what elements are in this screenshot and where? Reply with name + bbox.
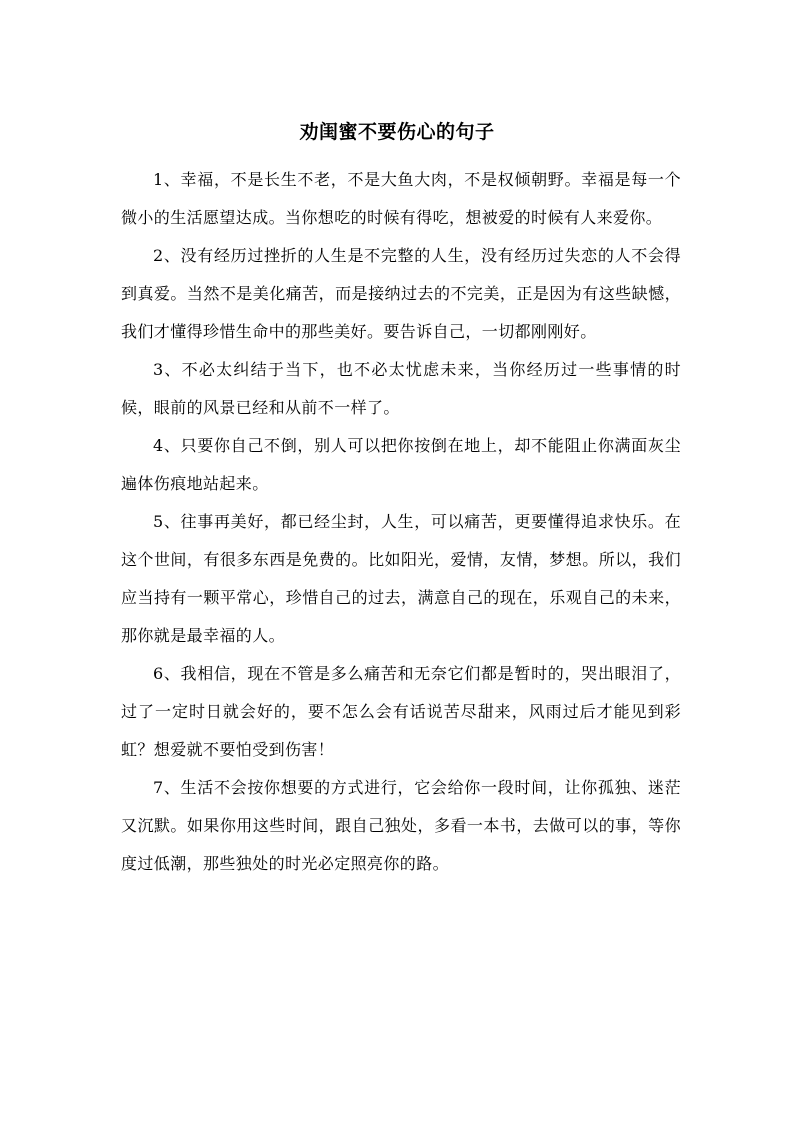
paragraph-5: 5、往事再美好，都已经尘封，人生，可以痛苦，更要懂得追求快乐。在这个世间，有很多东西是免费的。比如阳光，爱情，友情，梦想。所以，我们应当持有一颗平常心，珍惜自己的过去，满意自己的现在，乐观自己的未来，那你就是最幸福的人。	[121, 512, 681, 645]
paragraph-2: 2、没有经历过挫折的人生是不完整的人生，没有经历过失恋的人不会得到真爱。当然不是美化痛苦，而是接纳过去的不完美，正是因为有这些缺憾，我们才懂得珍惜生命中的那些美好。要告诉自己，一切都刚刚好。	[121, 246, 681, 341]
document-title: 劝闺蜜不要伤心的句子	[299, 121, 495, 143]
paragraph-3: 3、不必太纠结于当下，也不必太忧虑未来，当你经历过一些事情的时候，眼前的风景已经和从前不一样了。	[121, 360, 681, 417]
document-body	[121, 161, 681, 883]
paragraph-4: 4、只要你自己不倒，别人可以把你按倒在地上，却不能阻止你满面灰尘遍体伤痕地站起来。	[121, 436, 681, 493]
paragraph-6: 6、我相信，现在不管是多么痛苦和无奈它们都是暂时的，哭出眼泪了，过了一定时日就会好的，要不怎么会有话说苦尽甜来，风雨过后才能见到彩虹？想爱就不要怕受到伤害！	[121, 664, 681, 759]
paragraph-7: 7、生活不会按你想要的方式进行，它会给你一段时间，让你孤独、迷茫又沉默。如果你用这些时间，跟自己独处，多看一本书，去做可以的事，等你度过低潮，那些独处的时光必定照亮你的路。	[121, 778, 681, 873]
paragraph-1: 1、幸福，不是长生不老，不是大鱼大肉，不是权倾朝野。幸福是每一个微小的生活愿望达成。当你想吃的时候有得吃，想被爱的时候有人来爱你。	[121, 170, 681, 227]
